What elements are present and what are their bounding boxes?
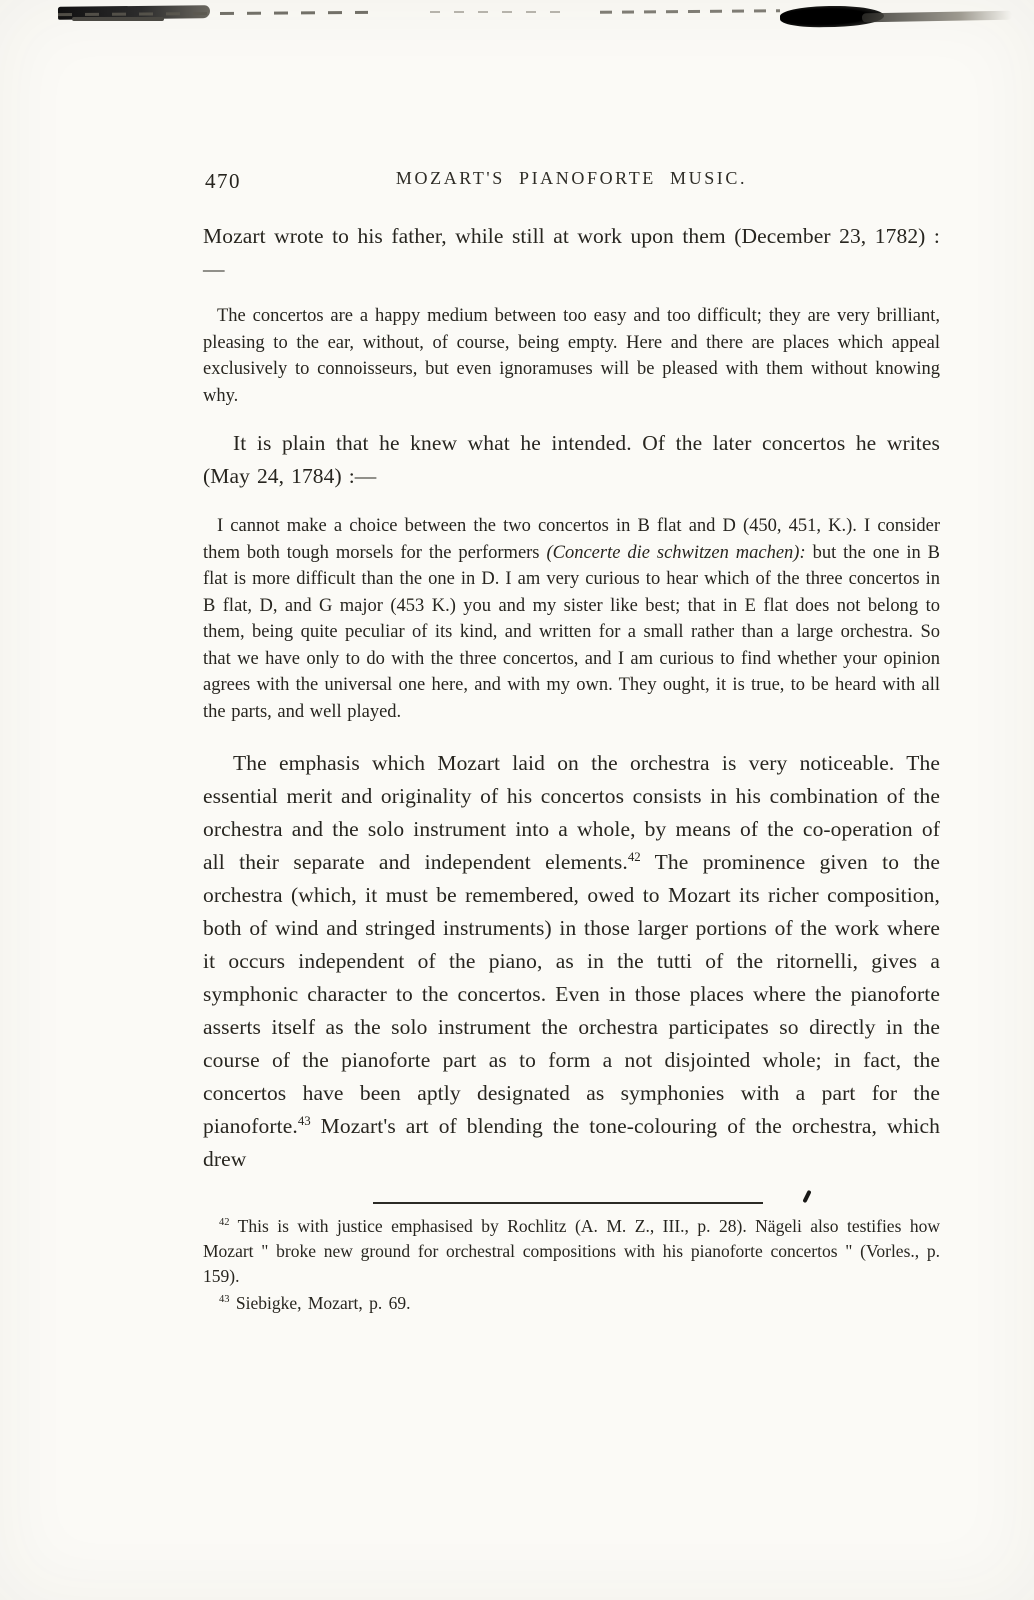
footnotes-section — [203, 1202, 940, 1316]
quote2-text-1: I cannot make a choice between the two concertos in B flat and D (450, 451, K.). I consider them both tough morsels for the performers — [203, 516, 940, 563]
paragraph-intro: Mozart wrote to his father, while still at work upon them (December 23, 1782) :— — [203, 224, 940, 281]
scan-dash-line-faint — [430, 11, 560, 13]
footnote-42 — [203, 1214, 940, 1289]
text-column — [203, 168, 940, 1316]
footnote-ref-43: 43 — [297, 1113, 311, 1128]
quote2-text-2: but the one in B flat is more difficult than the one in D. I am very curious to hear which of the three concertos in B flat, D, and G major (453 K.) you and my sister like best; that in E flat does not belong to them, being quite peculiar of its kind, and written for a small rather than a large orchestra. So that we have only to do with the three concertos, and I am curious to find whether your opinion agrees with the universal one here, and with my own. They ought, it is true, to be heard with all the parts, and well played. — [203, 542, 940, 722]
paragraph-orchestra-emphasis — [203, 747, 940, 1176]
para3-text-3: Mozart's art of blending the tone-colouring of the orchestra, which drew — [203, 1114, 940, 1171]
para3-text-2: The prominence given to the orchestra (which, it must be remembered, owed to Mozart its richer composition, both of wind and stringed instruments) in those larger portions of the work where it occurs independent of the piano, as in the tutti of the ritornelli, gives a symphonic character to the concertos. Even in those places where the pianoforte asserts itself as the solo instrument the orchestra participates so directly in the course of the pianoforte part as to form a not disjointed whole; in fact, the concertos have been aptly designated as symphonies with a part for the pianoforte. — [203, 850, 940, 1138]
scan-dashes-middle — [600, 9, 780, 14]
footnote-42-marker: 42 — [219, 1217, 230, 1229]
page-header — [203, 168, 940, 196]
running-title: MOZART'S PIANOFORTE MUSIC. — [395, 168, 748, 188]
footnote-43 — [203, 1291, 940, 1316]
scan-smudge-right-tail — [862, 11, 1012, 23]
scan-smudge-left-under — [72, 17, 164, 21]
scan-artifact-top — [0, 0, 1034, 44]
footnote-rule — [373, 1202, 763, 1204]
blockquote-letter-1782: The concertos are a happy medium between too easy and too difficult; they are very brilliant, pleasing to the ear, without, of course, being empty. Here and there are places which appeal exclusively to connoisseurs, but even ignoramuses will be pleased with them without knowing why. — [203, 306, 940, 406]
para3-text-1: The emphasis which Mozart laid on the orchestra is very noticeable. The essential merit and originality of his concertos consists in his combination of the orchestra and the solo instrument into a whole, by means of the co-operation of all their separate and independent elements. — [203, 751, 940, 874]
quote2-italic-phrase: (Concerte die schwitzen machen): — [546, 542, 806, 563]
paragraph-intent: It is plain that he knew what he intended. Of the later concertos he writes (May 24, 1784) :— — [203, 431, 940, 488]
footnote-43-marker: 43 — [219, 1294, 230, 1306]
page-number: 470 — [205, 169, 241, 193]
footnote-42-text: This is with justice emphasised by Rochlitz (A. M. Z., III., p. 28). Nägeli also testifies how Mozart " broke new ground for orchestral compositions with his pianoforte concertos " (Vorles., p. 159). — [203, 1216, 941, 1286]
footnote-ref-42: 42 — [627, 849, 641, 864]
footnote-43-text: Siebigke, Mozart, p. 69. — [235, 1293, 411, 1313]
ink-mark — [802, 1190, 811, 1203]
blockquote-letter-1784 — [203, 513, 940, 725]
